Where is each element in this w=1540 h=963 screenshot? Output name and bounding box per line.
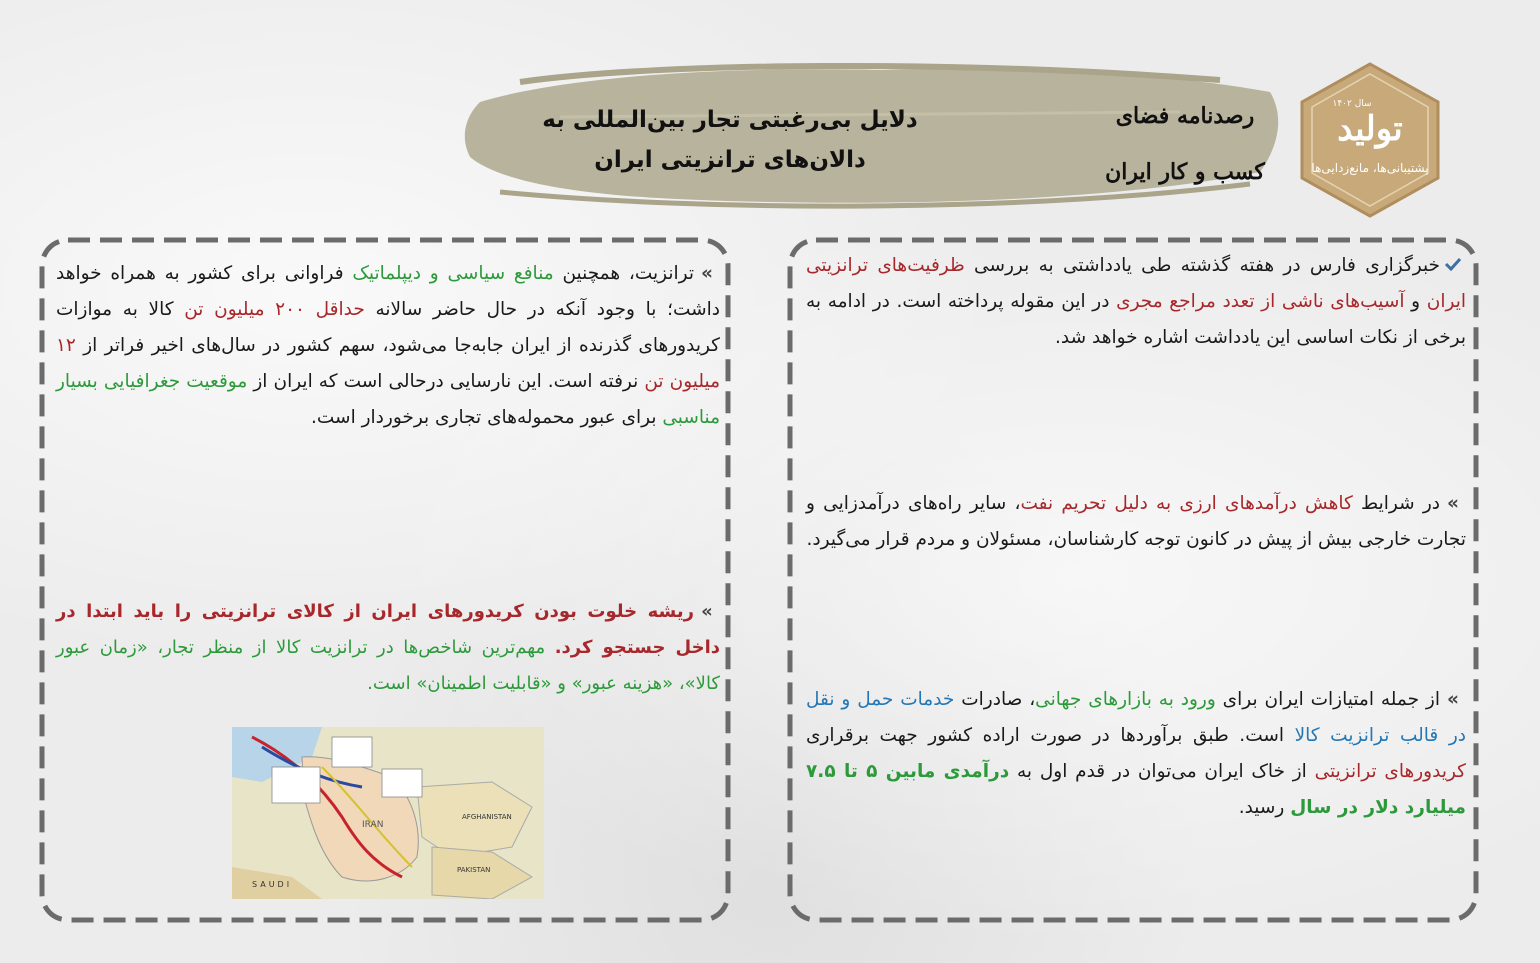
transit-corridor-map bbox=[232, 727, 544, 899]
left-paragraph-1: »ترانزیت، همچنین منافع سیاسی و دیپلماتیک فراوانی برای کشور به همراه خواهد داشت؛ با وجود آنکه در حال حاضر سالانه حداقل ۲۰۰ میلیون تن کالا به موازات کریدورهای گذرنده از ایران جابه‌جا می‌شود، سهم کشور در سال‌های اخیر فراتر از ۱۲ میلیون تن نرفته است. این نارسایی درحالی است که ایران از موقعیت جغرافیایی بسیار مناسبی برای عبور محموله‌های تجاری برخوردار است. bbox=[56, 256, 720, 436]
brand-line-1: رصدنامه فضای bbox=[1115, 103, 1255, 129]
map-label-saudi: SAUDI bbox=[252, 880, 293, 889]
right-paragraph-2: »در شرایط کاهش درآمدهای ارزی به دلیل تحریم نفت، سایر راه‌های درآمدزایی و تجارت خارجی بیش از پیش در کانون توجه کارشناسان، مسئولان و مردم قرار می‌گیرد. bbox=[806, 486, 1466, 558]
page-title bbox=[520, 100, 940, 180]
double-chevron-icon: » bbox=[701, 601, 713, 622]
logo-sub: پشتیبانی‌ها، مانع‌زدایی‌ها bbox=[1311, 161, 1429, 175]
double-chevron-icon: » bbox=[1447, 493, 1459, 514]
right-paragraph-3: »از جمله امتیازات ایران برای ورود به بازارهای جهانی، صادرات خدمات حمل و نقل در قالب ترانزیت کالا است. طبق برآوردها در صورت اراده کشور جهت برقراری کریدورهای ترانزیتی از خاک ایران می‌توان در قدم اول به درآمدی مابین ۵ تا ۷.۵ میلیارد دلار در سال رسید. bbox=[806, 682, 1466, 826]
map-label-afghanistan: AFGHANISTAN bbox=[462, 813, 512, 821]
double-chevron-icon: » bbox=[701, 263, 713, 284]
map-label-pakistan: PAKISTAN bbox=[457, 866, 491, 874]
map-label-iran: IRAN bbox=[362, 820, 384, 830]
left-paragraph-2: »ریشه خلوت بودن کریدورهای ایران از کالای ترانزیتی را باید ابتدا در داخل جستجو کرد. مهم‌ترین شاخص‌ها در ترانزیت کالا از منظر تجار، «زمان عبور کالا»، «هزینه عبور» و «قابلیت اطمینان» است. bbox=[56, 594, 720, 702]
right-paragraph-1: خبرگزاری فارس در هفته گذشته طی یادداشتی به بررسی ظرفیت‌های ترانزیتی ایران و آسیب‌های ناشی از تعدد مراجع مجری در این مقوله پرداخته است. در ادامه به برخی از نکات اساسی این یادداشت اشاره خواهد شد. bbox=[806, 248, 1466, 356]
brand-title bbox=[1100, 88, 1270, 200]
logo-text: تولید bbox=[1337, 109, 1403, 149]
title-line-2: دالان‌های ترانزیتی ایران bbox=[594, 147, 866, 173]
logo-year: سال ۱۴۰۲ bbox=[1332, 99, 1372, 109]
logo-badge bbox=[1296, 60, 1444, 220]
title-line-1: دلایل بی‌رغبتی تجار بین‌المللی به bbox=[542, 107, 918, 133]
double-chevron-icon: » bbox=[1446, 689, 1459, 710]
check-icon bbox=[1440, 248, 1466, 284]
brand-line-2: کسب و کار ایران bbox=[1105, 159, 1265, 185]
